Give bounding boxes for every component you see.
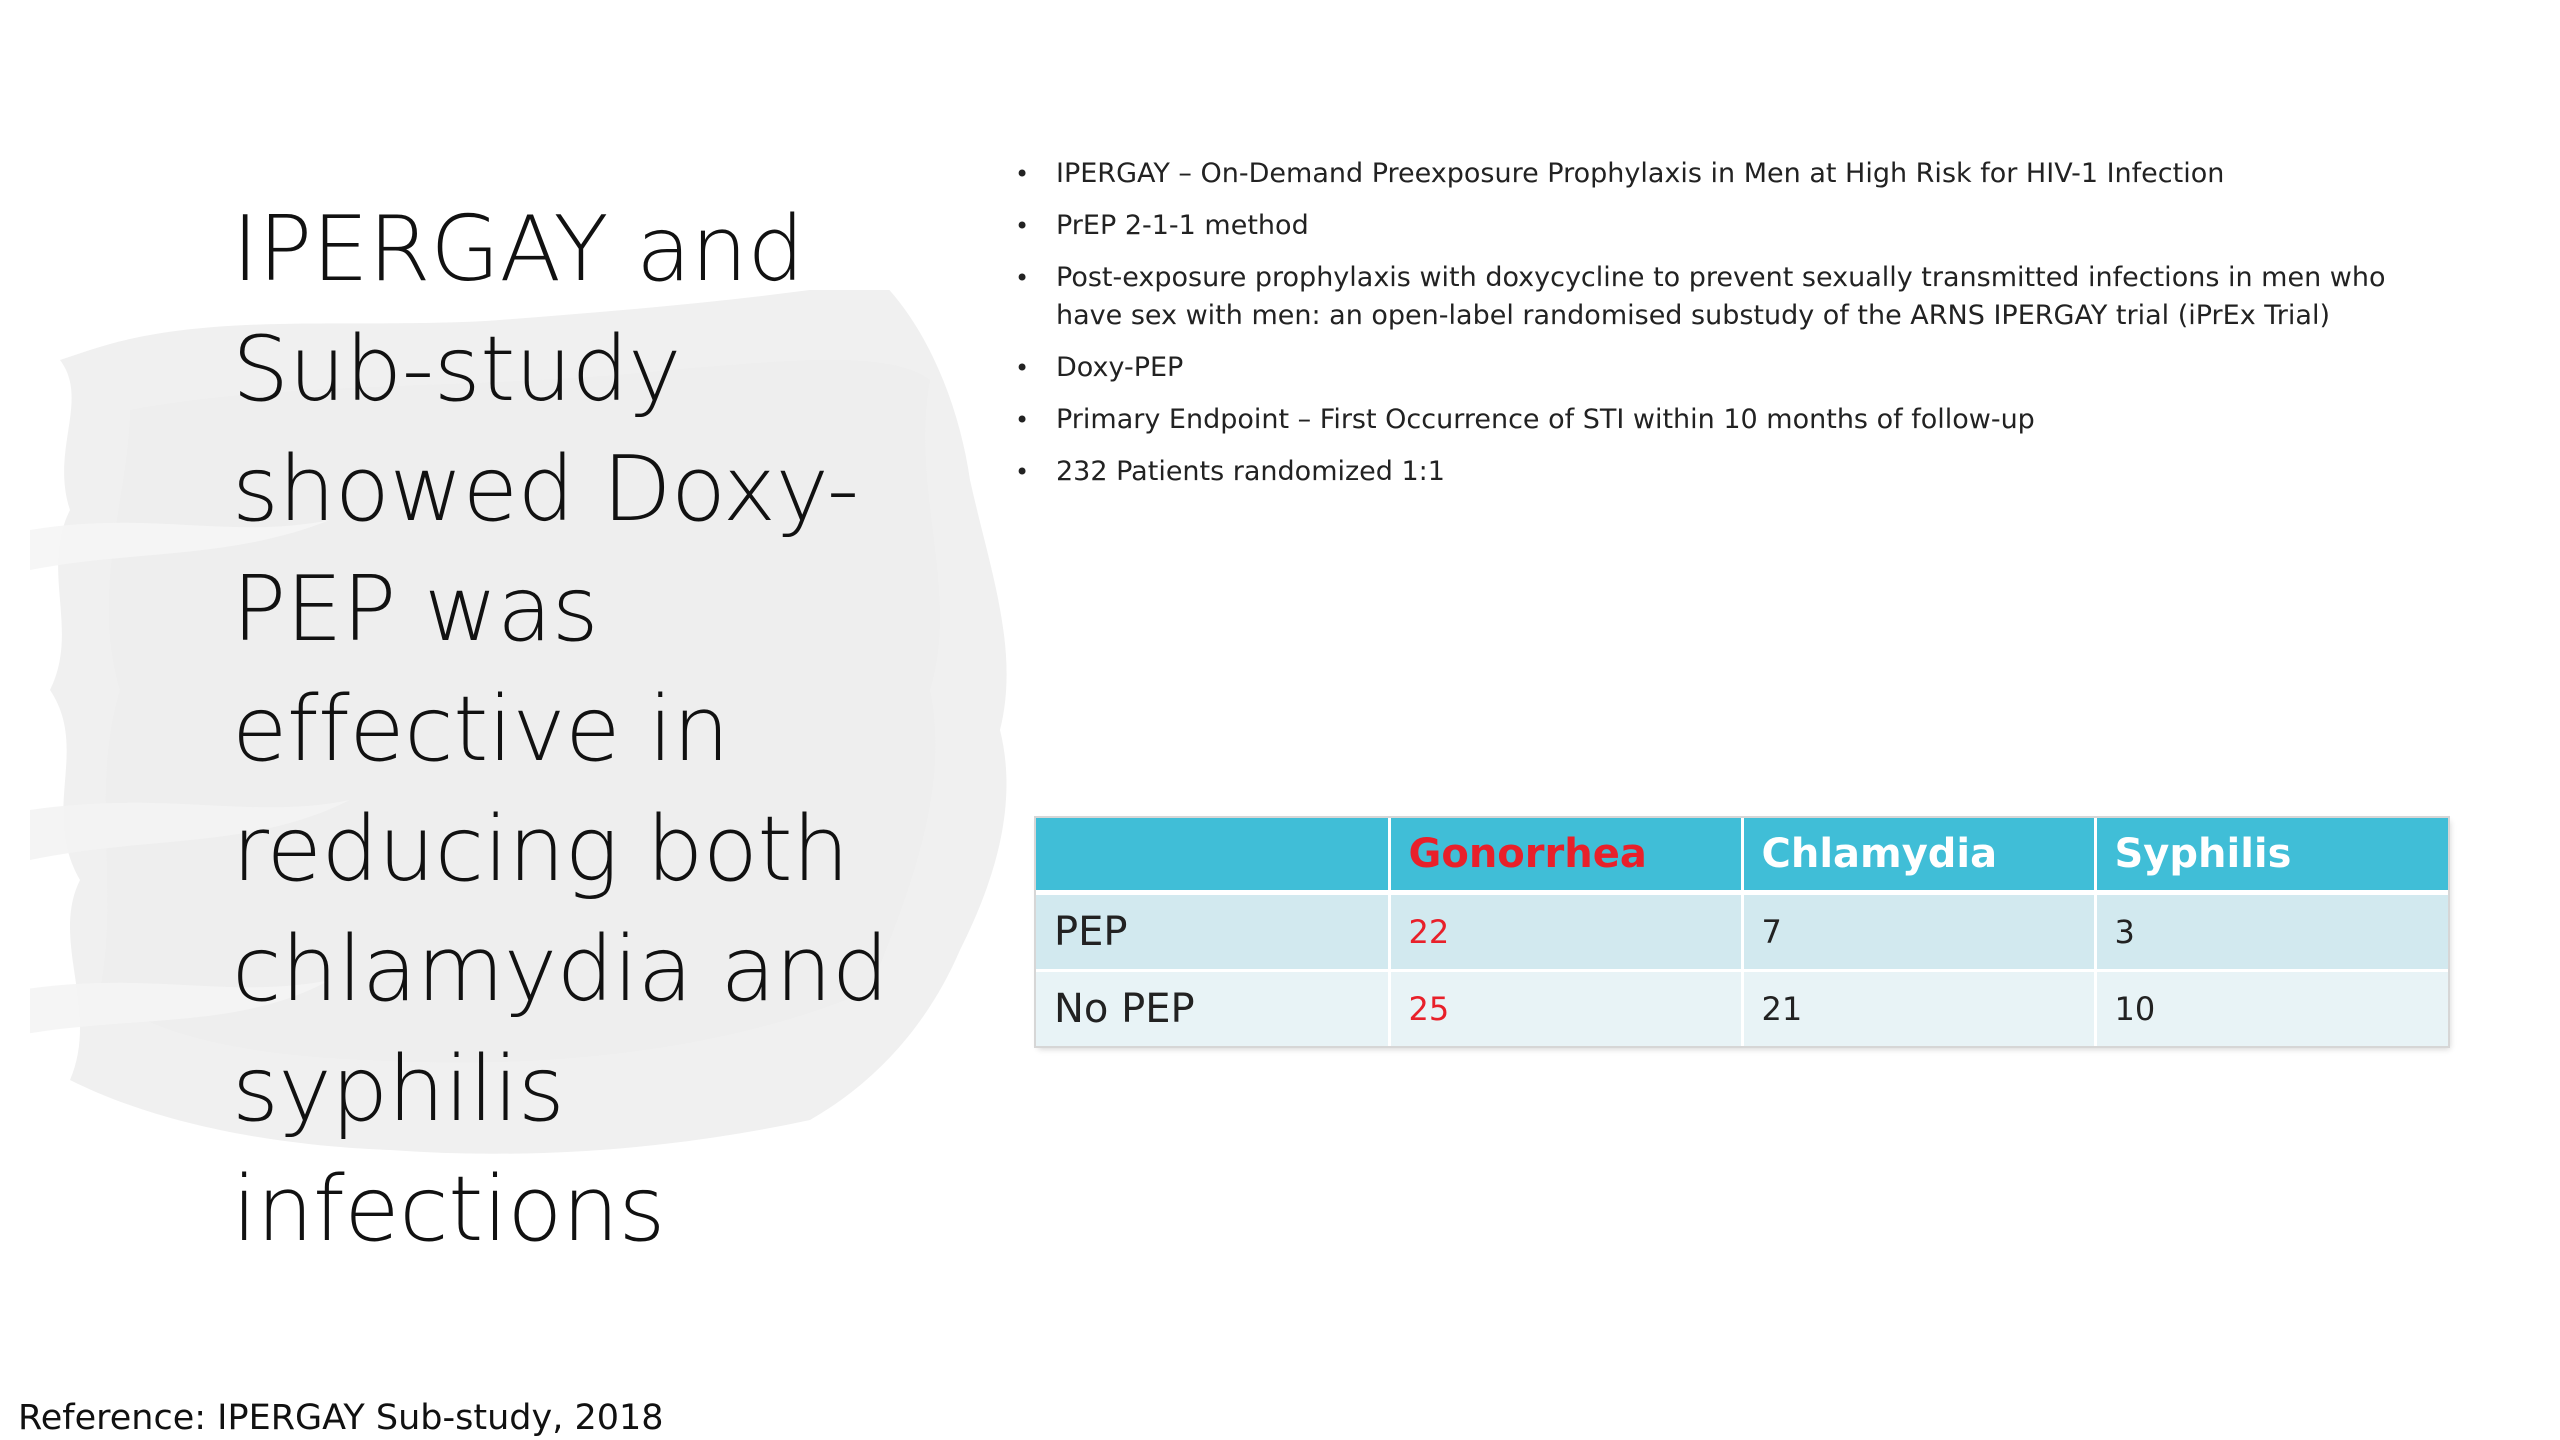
bullet-item: • 232 Patients randomized 1:1: [1010, 453, 2410, 491]
table-cell-chlamydia: 7: [1742, 893, 2095, 971]
table-header-row: [1036, 818, 2448, 893]
table-header-chlamydia: Chlamydia: [1742, 818, 2095, 893]
table-row: [1036, 893, 2448, 971]
row-label-no-pep: No PEP: [1036, 971, 1389, 1046]
sti-results-table: [1036, 818, 2448, 1046]
row-label-pep: PEP: [1036, 893, 1389, 971]
table-cell-gonorrhea: 22: [1389, 893, 1742, 971]
table-cell-gonorrhea: 25: [1389, 971, 1742, 1046]
table-cell-syphilis: 3: [2095, 893, 2448, 971]
table-header-syphilis: Syphilis: [2095, 818, 2448, 893]
table-cell-chlamydia: 21: [1742, 971, 2095, 1046]
bullet-item: • IPERGAY – On-Demand Preexposure Prophylaxis in Men at High Risk for HIV-1 Infection: [1010, 155, 2410, 193]
bullet-item: • Primary Endpoint – First Occurrence of STI within 10 months of follow-up: [1010, 401, 2410, 439]
bullet-item: • Doxy-PEP: [1010, 349, 2410, 387]
slide-title: IPERGAY and Sub-study showed Doxy- PEP was effective in reducing both chlamydia and syphilis infections: [232, 197, 889, 1262]
table-row: [1036, 971, 2448, 1046]
bullet-item: • Post-exposure prophylaxis with doxycycline to prevent sexually transmitted infections in men who have sex with men: an open-label randomised substudy of the ARNS IPERGAY trial (iPrEx Trial): [1010, 259, 2410, 335]
bullet-list: [1010, 155, 2410, 505]
table-header-cell: [1036, 818, 1389, 893]
table-header-gonorrhea: Gonorrhea: [1389, 818, 1742, 893]
bullet-item: • PrEP 2-1-1 method: [1010, 207, 2410, 245]
reference-citation: Reference: IPERGAY Sub-study, 2018: [18, 1398, 664, 1438]
table-cell-syphilis: 10: [2095, 971, 2448, 1046]
